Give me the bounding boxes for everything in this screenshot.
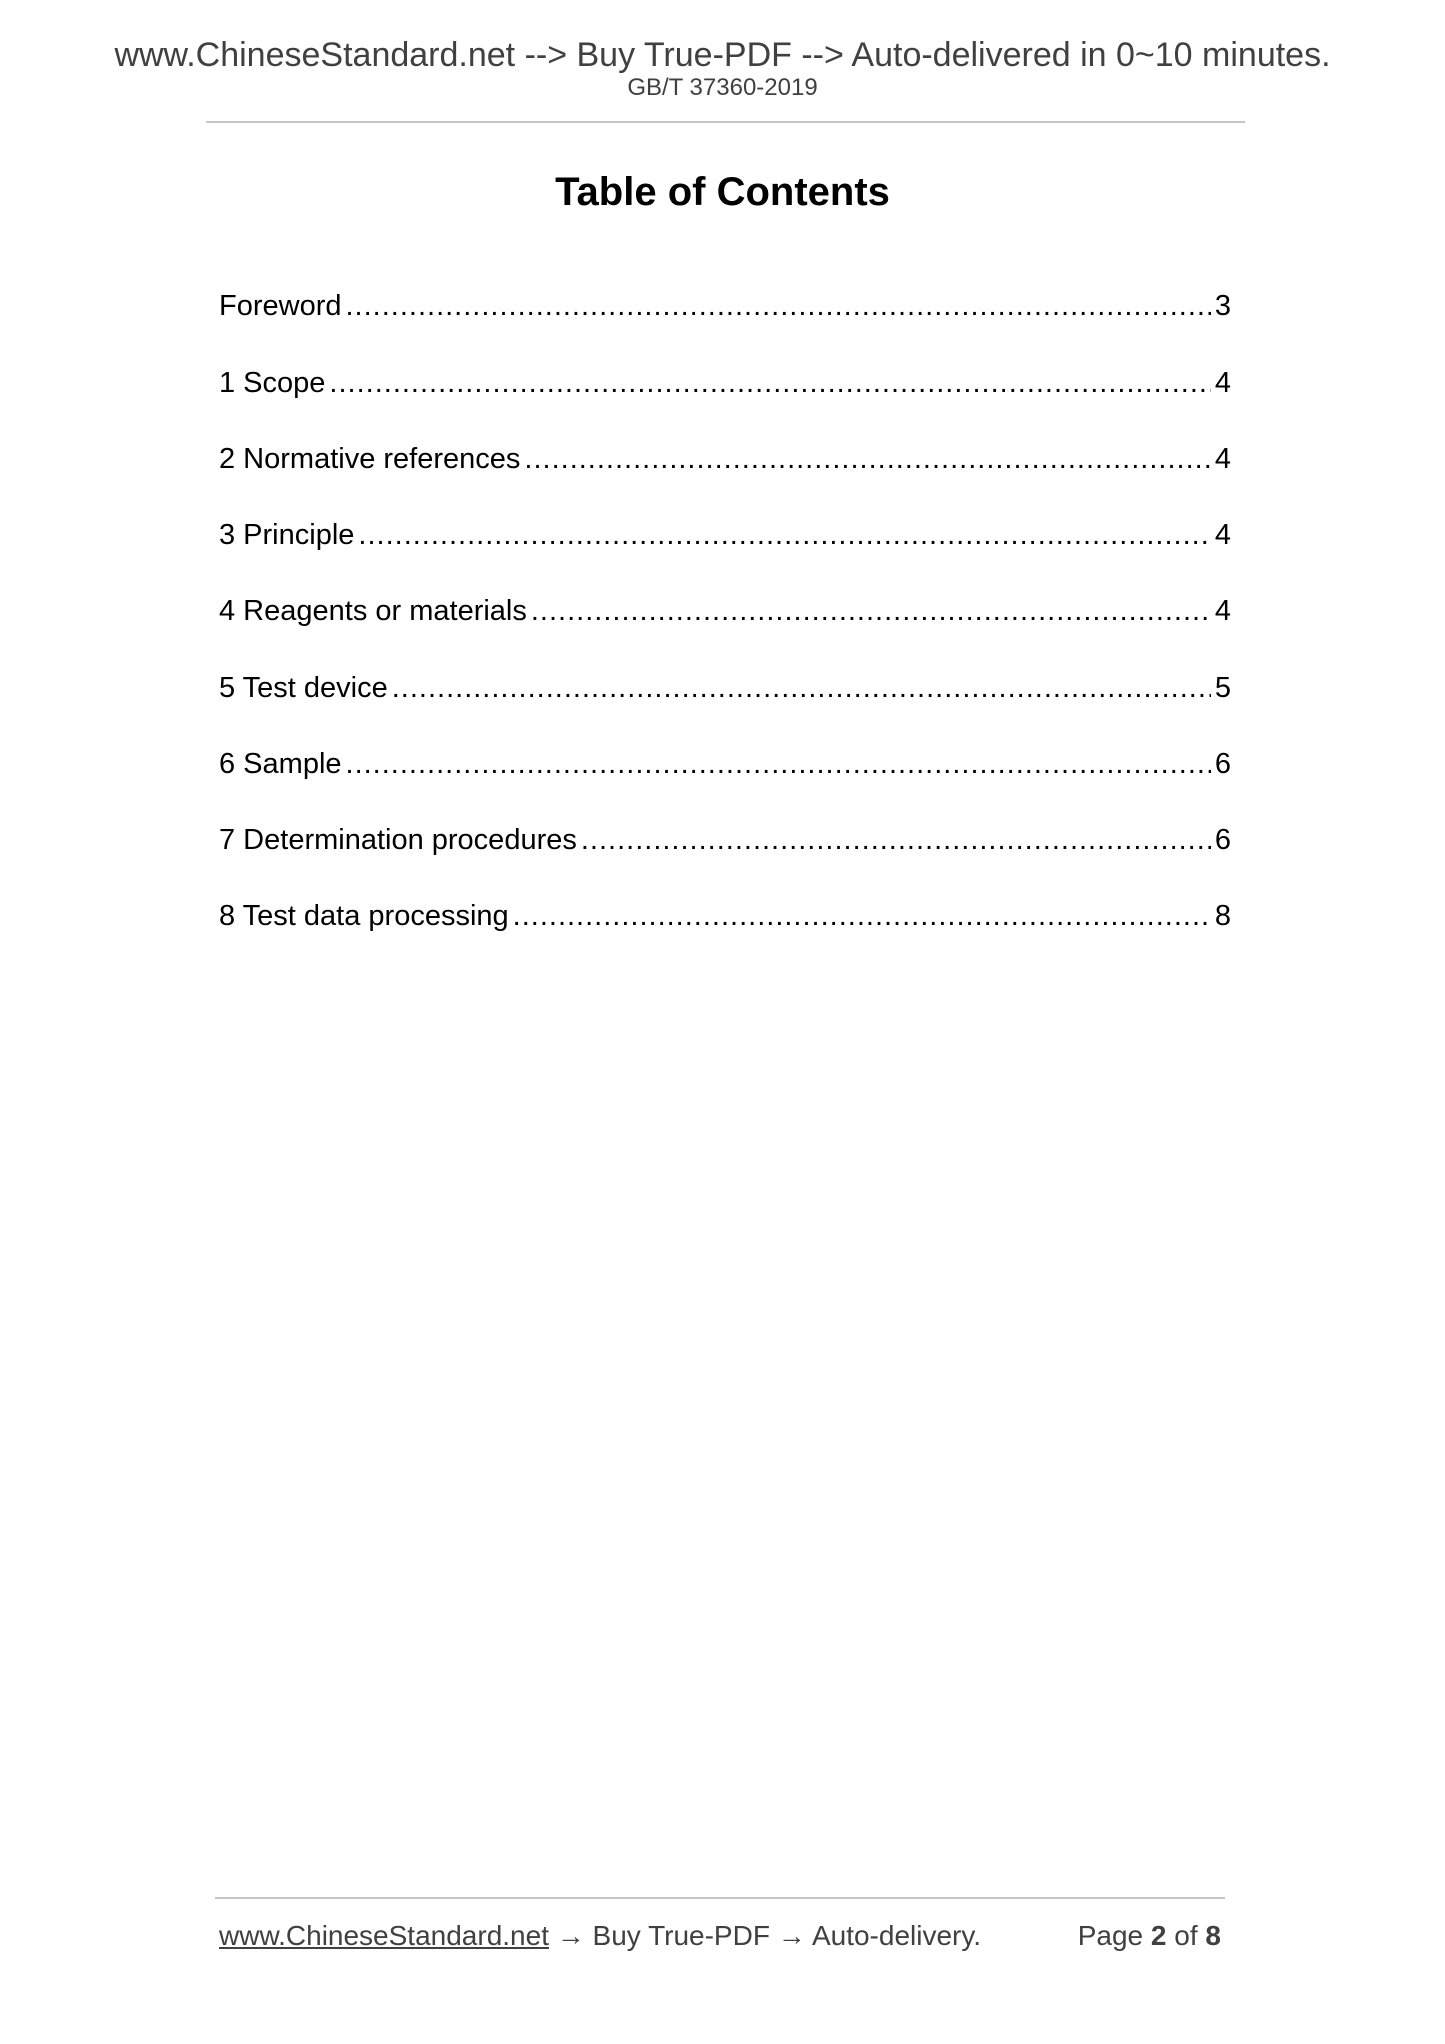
toc-entry-page: 4 <box>1214 367 1231 399</box>
toc-leader-dots <box>346 744 1211 784</box>
toc-entry-test-device[interactable] <box>219 668 1231 708</box>
toc-leader-dots <box>392 668 1211 708</box>
toc-leader-dots <box>581 820 1211 860</box>
toc-entry-page: 4 <box>1214 595 1231 627</box>
toc-entry-sample[interactable] <box>219 744 1231 784</box>
footer-divider <box>215 1897 1225 1899</box>
toc-entry-label: 4 Reagents or materials <box>219 595 527 627</box>
arrow-right-icon: → <box>777 1920 806 1951</box>
toc-entry-scope[interactable] <box>219 363 1231 403</box>
toc-leader-dots <box>346 286 1211 326</box>
toc-entry-label: 1 Scope <box>219 367 326 399</box>
toc-entry-reagents-or-materials[interactable] <box>219 591 1231 631</box>
toc-entry-label: 5 Test device <box>219 672 388 704</box>
toc-entry-page: 5 <box>1214 672 1231 704</box>
toc-entry-test-data-processing[interactable] <box>219 896 1231 936</box>
toc-entry-page: 6 <box>1214 824 1231 856</box>
toc-leader-dots <box>358 515 1210 555</box>
toc-title: Table of Contents <box>555 170 890 214</box>
footer-site-link[interactable]: www.ChineseStandard.net <box>219 1920 549 1951</box>
site-banner: www.ChineseStandard.net --> Buy True-PDF --> Auto-delivered in 0~10 minutes. <box>114 36 1331 74</box>
page-label: Page <box>1077 1920 1144 1951</box>
page-indicator <box>1078 1919 1221 1953</box>
toc-entry-foreword[interactable] <box>219 286 1231 326</box>
footer-delivery-text: Auto-delivery. <box>811 1920 982 1951</box>
toc-entry-principle[interactable] <box>219 515 1231 555</box>
header-divider <box>206 121 1245 123</box>
toc-leader-dots <box>531 591 1211 631</box>
page-current: 2 <box>1150 1920 1167 1951</box>
toc-leader-dots <box>329 363 1210 403</box>
toc-entry-label: 7 Determination procedures <box>219 824 577 856</box>
toc-entry-label: 3 Principle <box>219 519 355 551</box>
toc-entry-page: 3 <box>1214 290 1231 322</box>
page-of-label: of <box>1174 1920 1198 1951</box>
footer-buy-text: Buy True-PDF <box>592 1920 770 1951</box>
toc-leader-dots <box>513 896 1211 936</box>
toc-entry-label: Foreword <box>219 290 342 322</box>
toc-entry-page: 8 <box>1214 900 1231 932</box>
toc-entry-page: 6 <box>1214 748 1231 780</box>
toc-entry-page: 4 <box>1214 443 1231 475</box>
toc-entry-label: 8 Test data processing <box>219 900 509 932</box>
arrow-right-icon: → <box>556 1920 585 1951</box>
toc-leader-dots <box>524 439 1210 479</box>
toc-entry-page: 4 <box>1214 519 1231 551</box>
document-code: GB/T 37360-2019 <box>627 74 818 101</box>
footer-promo <box>219 1919 981 1953</box>
toc-entry-normative-references[interactable] <box>219 439 1231 479</box>
toc-entry-label: 2 Normative references <box>219 443 521 475</box>
toc-entry-determination-procedures[interactable] <box>219 820 1231 860</box>
toc-entry-label: 6 Sample <box>219 748 342 780</box>
page-total: 8 <box>1205 1920 1221 1951</box>
